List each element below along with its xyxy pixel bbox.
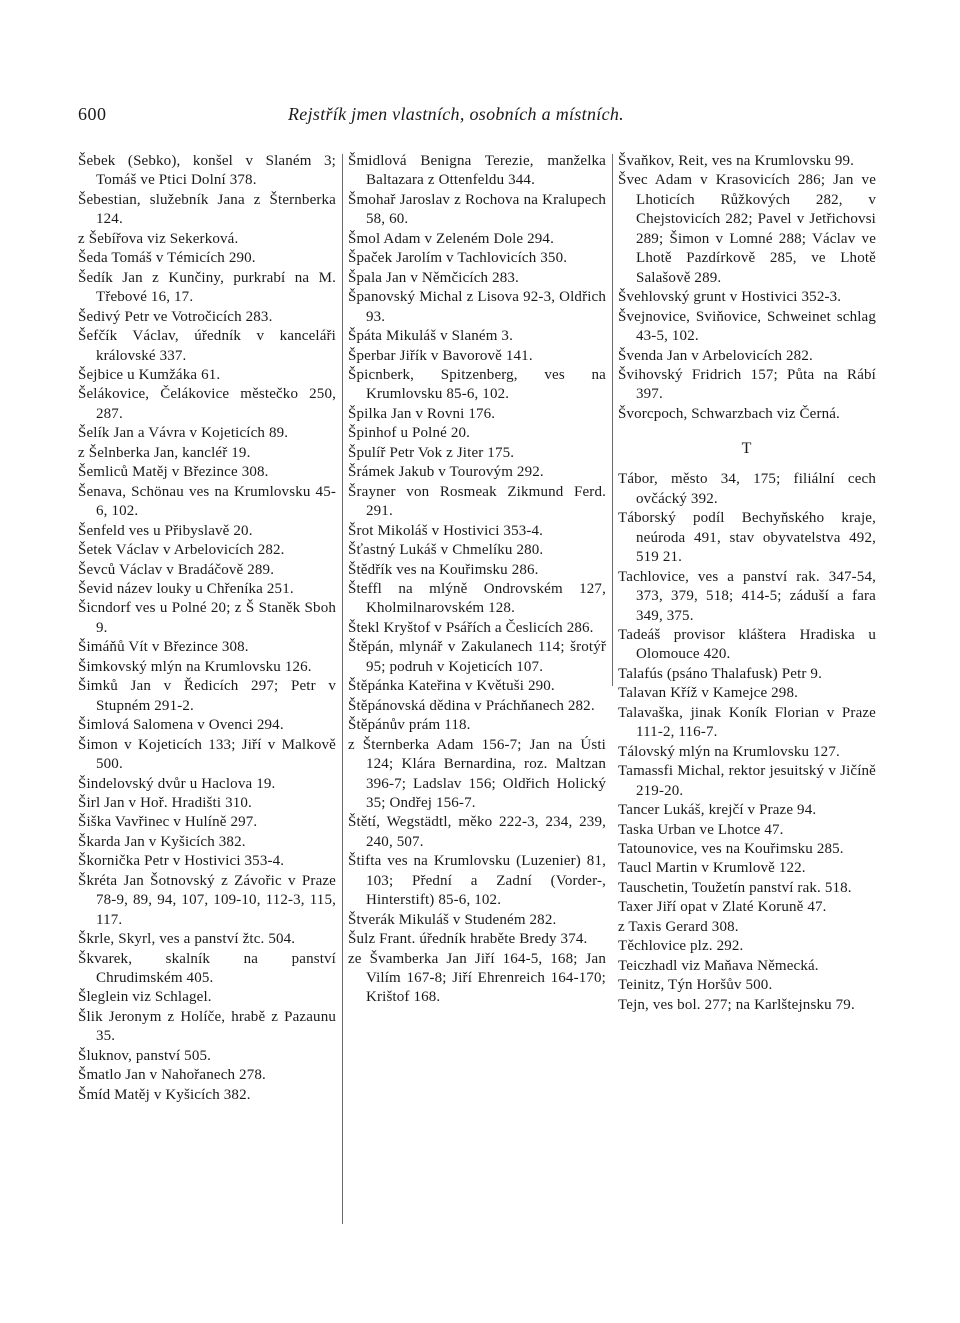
index-entry: Šicndorf ves u Polné 20; z Š Staněk Sboh 9.: [78, 600, 336, 636]
index-entry: Šemliců Matěj v Březince 308.: [78, 464, 269, 481]
index-entry: Švenda Jan v Arbelovicích 282.: [618, 347, 813, 364]
index-entry: Taucl Martin v Krumlově 122.: [618, 860, 806, 877]
index-entry: Šrámek Jakub v Tourovým 292.: [348, 464, 544, 481]
index-entry: Škvarek, skalník na panství Chrudimském 405.: [78, 950, 336, 987]
index-entry: Tatounovice, ves na Kouřimsku 285.: [618, 840, 844, 857]
index-entry: Šmohař Jaroslav z Rochova na Kralupech 58, 60.: [348, 191, 606, 228]
index-entry: Talavan Kříž v Kamejce 298.: [618, 685, 799, 702]
index-entry: Štěpánka Kateřina v Květuši 290.: [348, 678, 555, 695]
index-entry: Šrot Mikoláš v Hostivici 353-4.: [348, 522, 544, 539]
index-entry: Šedivý Petr ve Votročicích 283.: [78, 308, 273, 325]
index-entry: Štětí, Wegstädtl, měko 222-3, 234, 239, 240, 507.: [348, 814, 606, 850]
index-entry: Štekl Kryštof v Psářích a Česlicích 286.: [348, 619, 594, 636]
index-entry: Taxer Jiří opat v Zlaté Koruně 47.: [618, 899, 827, 916]
index-entry: Šimáňů Vít v Březince 308.: [78, 639, 249, 656]
index-entry: Šluknov, panství 505.: [78, 1047, 212, 1064]
index-entry: Šmíd Matěj v Kyšicích 382.: [78, 1086, 251, 1103]
index-entry: Šejbice u Kumžáka 61.: [78, 366, 221, 383]
index-entry: Špala Jan v Němčicích 283.: [348, 269, 519, 286]
index-entry: Štědřík ves na Kouřimsku 286.: [348, 561, 539, 578]
index-entry: Šeda Tomáš v Témicích 290.: [78, 250, 256, 267]
index-entry: Šteffl na mlýně Ondrovském 127, Kholmilnarovském 128.: [348, 580, 606, 617]
index-entry: z Taxis Gerard 308.: [618, 918, 739, 935]
index-column-middle: [348, 152, 606, 1008]
index-entry: Štverák Mikuláš v Studeném 282.: [348, 911, 557, 928]
section-letter-heading: T: [741, 440, 753, 458]
index-entry: Ševid název louky u Chřeníka 251.: [78, 580, 294, 597]
index-entry: Šmol Adam v Zeleném Dole 294.: [348, 230, 554, 247]
index-entry: Štěpánovská dědina v Práchňanech 282.: [348, 697, 595, 714]
index-entry: Šelík Jan a Vávra v Kojeticích 89.: [78, 425, 289, 442]
index-entry: Špáta Mikuláš v Slaném 3.: [348, 328, 513, 345]
index-entry: z Šebířova viz Sekerková.: [78, 230, 239, 247]
column-divider: [342, 154, 343, 1224]
page-number: 600: [78, 104, 107, 124]
index-entry: Šefčík Václav, úředník v kanceláři královské 337.: [78, 328, 336, 364]
index-entry: Tamassfi Michal, rektor jesuitský v Jičíně 219-20.: [618, 763, 876, 799]
index-entry: Talavaška, jinak Koník Florian v Praze 111-2, 116-7.: [618, 704, 876, 741]
index-entry: Šelákovice, Čelákovice městečko 250, 287.: [78, 386, 336, 422]
index-entry: Špinhof u Polné 20.: [348, 425, 471, 442]
index-entry: Šedík Jan z Kunčiny, purkrabí na M. Třebové 16, 17.: [78, 269, 336, 306]
index-entry: Těchlovice plz. 292.: [618, 938, 744, 955]
index-entry: Špulíř Petr Vok z Jiter 175.: [348, 444, 515, 461]
index-entry: Šulz Frant. úředník hraběte Bredy 374.: [348, 931, 588, 948]
index-entry: Šimků Jan v Ředicích 297; Petr v Stupném 291-2.: [78, 678, 336, 714]
index-entry: Tejn, ves bol. 277; na Karlštejnsku 79.: [618, 996, 855, 1013]
index-entry: Tálovský mlýn na Krumlovsku 127.: [618, 743, 840, 760]
index-entry: Tauschetin, Toužetín panství rak. 518.: [618, 879, 852, 896]
index-entry: Ševců Václav v Bradáčově 289.: [78, 561, 275, 578]
index-entry: Šmidlová Benigna Terezie, manželka Baltazara z Ottenfeldu 344.: [348, 153, 606, 189]
index-entry: Tancer Lukáš, krejčí v Praze 94.: [618, 802, 817, 819]
index-entry: z Šelnberka Jan, kancléř 19.: [78, 444, 251, 461]
index-entry: Šiška Vavřinec v Hulíně 297.: [78, 814, 258, 831]
index-entry: Talafús (psáno Thalafusk) Petr 9.: [618, 665, 822, 682]
index-entry: Šebestian, služebník Jana z Šternberka 124.: [78, 191, 336, 228]
index-entry: Šetek Václav v Arbelovicích 282.: [78, 542, 285, 559]
index-entry: Škrle, Skyrl, ves a panství žtc. 504.: [78, 931, 296, 948]
page-header: [78, 104, 878, 134]
index-entry: Šlik Jeronym z Holíče, hrabě z Pazaunu 35.: [78, 1008, 336, 1045]
running-title: Rejstřík jmen vlastních, osobních a místních.: [288, 104, 624, 124]
index-entry: Šperbar Jiřík v Bavorově 141.: [348, 347, 533, 364]
index-entry: Špilka Jan v Rovni 176.: [348, 405, 496, 422]
index-entry: Šmatlo Jan v Nahořanech 278.: [78, 1067, 266, 1084]
index-entry: Štěpánův prám 118.: [348, 717, 471, 734]
index-entry: Štifta ves na Krumlovsku (Luzenier) 81, 103; Přední a Zadní (Vorder-, Hinterstift) 85-6, 102.: [348, 853, 606, 909]
index-entry: Šindelovský dvůr u Haclova 19.: [78, 775, 276, 792]
index-entry: Tadeáš provisor kláštera Hradiska u Olomouce 420.: [618, 626, 876, 663]
index-column-right: [618, 152, 876, 1015]
index-entry: Švaňkov, Reit, ves na Krumlovsku 99.: [618, 153, 855, 169]
index-entry: Šebek (Sebko), konšel v Slaném 3; Tomáš ve Ptici Dolní 378.: [78, 153, 336, 189]
index-entry: Šimon v Kojeticích 133; Jiří v Malkově 500.: [78, 736, 336, 773]
index-columns: [78, 152, 888, 1232]
index-entry: Šťastný Lukáš v Chmelíku 280.: [348, 542, 544, 559]
index-entry: Škréta Jan Šotnovský z Závořic v Praze 78-9, 89, 94, 107, 109-10, 112-3, 115, 117.: [78, 872, 336, 928]
index-entry: Taska Urban ve Lhotce 47.: [618, 821, 784, 838]
index-entry: Švorcpoch, Schwarzbach viz Černá.: [618, 405, 840, 422]
index-entry: Teinitz, Týn Horšův 500.: [618, 977, 773, 994]
index-entry: Špaček Jarolím v Tachlovicích 350.: [348, 250, 568, 267]
index-entry: Širl Jan v Hoř. Hradišti 310.: [78, 794, 252, 811]
index-entry: Švihovský Fridrich 157; Půta na Rábí 397.: [618, 366, 876, 403]
index-entry: Švec Adam v Krasovicích 286; Jan ve Lhoticích Růžkových 282, v Chejstovicích 282; Pavel v Jetřichovsi 289; Šimon v Lomné 288; Václav ve Lhotě Pazdírkově 285, ve Lhotě Salašově 289.: [618, 172, 876, 286]
column-divider: [612, 154, 613, 686]
index-entry: Táborský podíl Bechyňského kraje, neúroda 491, stav obyvatelstva 492, 519 21.: [618, 510, 876, 566]
index-entry: Teiczhadl viz Maňava Německá.: [618, 957, 819, 974]
index-entry: Šimlová Salomena v Ovenci 294.: [78, 717, 284, 734]
index-entry: Švehlovský grunt v Hostivici 352-3.: [618, 289, 842, 306]
index-entry: Štěpán, mlynář v Zakulanech 114; šrotýř 95; podruh v Kojeticích 107.: [348, 639, 606, 675]
index-entry: Švejnovice, Sviňovice, Schweinet schlag 43-5, 102.: [618, 308, 876, 345]
index-entry: Škarda Jan v Kyšicích 382.: [78, 833, 246, 850]
index-entry: ze Švamberka Jan Jiří 164-5, 168; Jan Vilím 167-8; Jiří Ehrenreich 164-170; Krištof 168.: [348, 950, 606, 1006]
index-column-left: [78, 152, 336, 1105]
index-entry: Šleglein viz Schlagel.: [78, 989, 212, 1006]
index-entry: Škornička Petr v Hostivici 353-4.: [78, 853, 285, 870]
index-entry: Tachlovice, ves a panství rak. 347-54, 373, 379, 518; 414-5; záduší a fara 349, 375.: [618, 568, 876, 624]
index-entry: Šenava, Schönau ves na Krumlovsku 45-6, 102.: [78, 483, 336, 520]
index-entry: Šrayner von Rosmeak Zikmund Ferd. 291.: [348, 483, 606, 520]
index-entry: Tábor, město 34, 175; filiální cech ovčácký 392.: [618, 471, 876, 507]
index-entry: Špicnberk, Spitzenberg, ves na Krumlovsku 85-6, 102.: [348, 366, 606, 403]
index-entry: z Šternberka Adam 156-7; Jan na Ústi 124; Klára Bernardina, roz. Maltzan 396-7; Ladslav 156; Oldřich Holický 35; Ondřej 156-7.: [348, 736, 606, 811]
index-entry: Španovský Michal z Lisova 92-3, Oldřich 93.: [348, 289, 606, 325]
index-entry: Šenfeld ves u Přibyslavě 20.: [78, 522, 253, 539]
index-entry: Šimkovský mlýn na Krumlovsku 126.: [78, 658, 312, 675]
